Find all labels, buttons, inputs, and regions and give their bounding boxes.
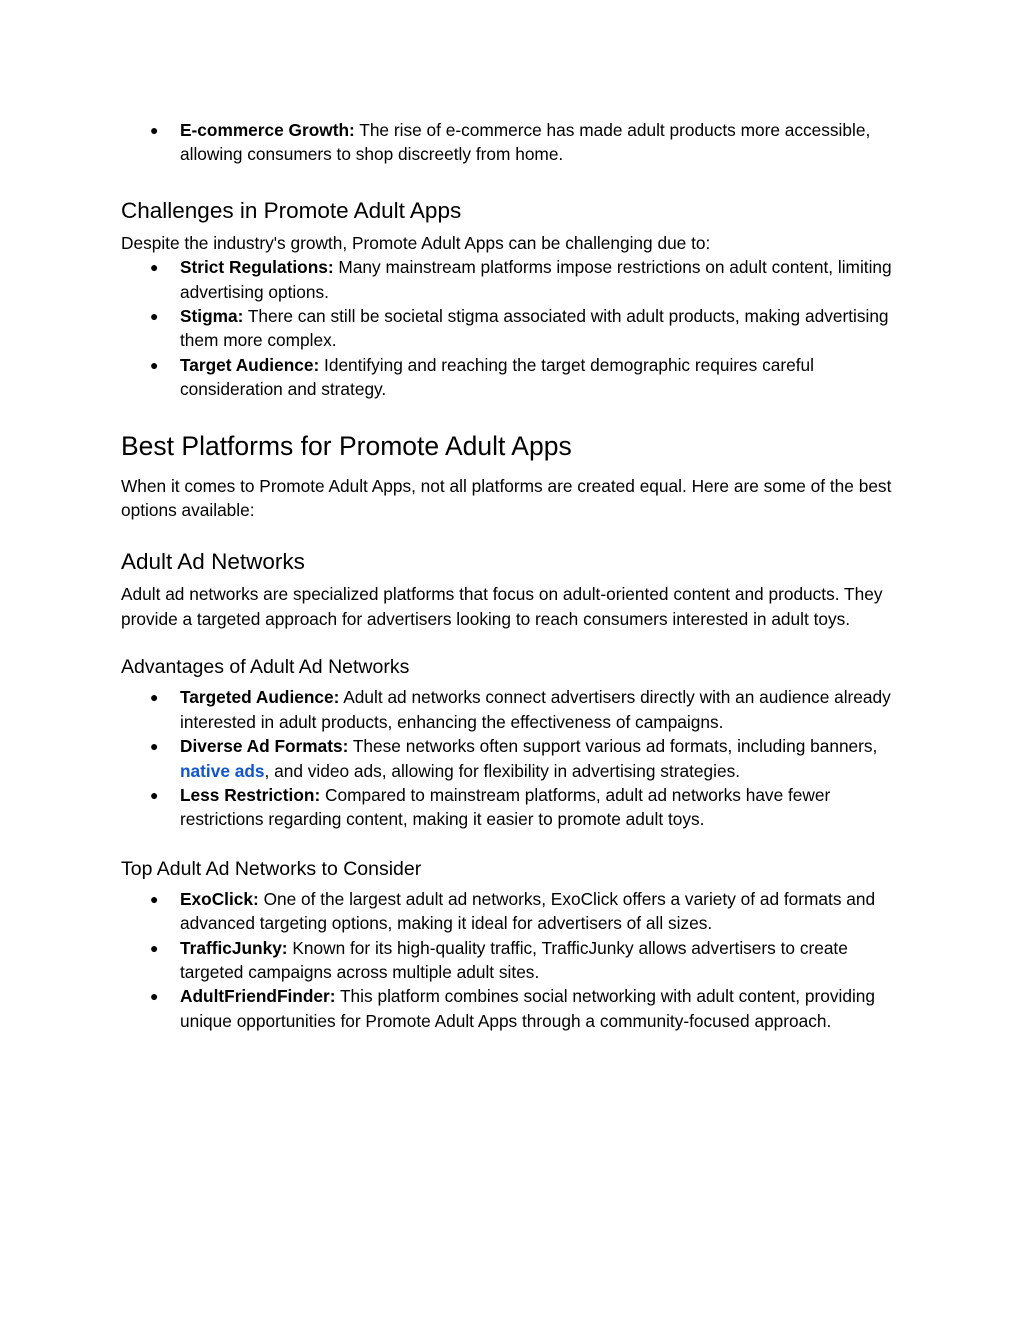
bullet-icon: ● <box>150 356 159 373</box>
list-item <box>121 734 911 783</box>
bullet-icon: ● <box>150 308 159 325</box>
intro-bullet-list <box>121 118 911 167</box>
list-item <box>121 984 911 1033</box>
bullet-icon: ● <box>150 988 159 1005</box>
list-item-text: Many mainstream platforms impose restrictions on adult content, limiting advertising options. <box>180 257 892 302</box>
list-item-text: This platform combines social networking with adult content, providing unique opportunities for Promote Adult Apps through a community-focused approach. <box>180 986 876 1031</box>
list-item-term: ExoClick: <box>180 888 259 909</box>
list-item-term: AdultFriendFinder: <box>180 986 336 1007</box>
list-item-text: There can still be societal stigma associated with adult products, making advertising them more complex. <box>180 306 889 351</box>
native-ads-link[interactable]: native ads <box>180 760 265 781</box>
list-item-text: , and video ads, allowing for flexibility in advertising strategies. <box>264 760 741 781</box>
list-item-text: Adult ad networks connect advertisers directly with an audience already interested in adult products, enhancing the effectiveness of campaigns. <box>180 687 891 732</box>
bullet-icon: ● <box>150 786 159 803</box>
list-item-text: Known for its high-quality traffic, TrafficJunky allows advertisers to create targeted campaigns across multiple adult sites. <box>180 937 848 982</box>
list-item <box>121 685 911 734</box>
challenges-list <box>121 255 911 401</box>
list-item-term: Stigma: <box>180 306 244 327</box>
challenges-intro: Despite the industry's growth, Promote Adult Apps can be challenging due to: <box>121 232 711 253</box>
list-item <box>121 304 911 353</box>
advantages-list <box>121 685 911 831</box>
section-heading-adult-ad-networks: Adult Ad Networks <box>121 549 305 575</box>
list-item-term: Targeted Audience: <box>180 687 340 708</box>
list-item <box>121 783 911 832</box>
section-heading-advantages: Advantages of Adult Ad Networks <box>121 656 410 679</box>
list-item <box>121 887 911 936</box>
section-heading-challenges: Challenges in Promote Adult Apps <box>121 197 462 223</box>
bullet-icon: ● <box>150 738 159 755</box>
adult-ad-networks-intro: Adult ad networks are specialized platforms that focus on adult-oriented content and products. They provide a targeted approach for advertisers looking to reach consumers interested in adult toys. <box>121 584 883 629</box>
list-item-text: One of the largest adult ad networks, ExoClick offers a variety of ad formats and advanced targeting options, making it ideal for advertisers of all sizes. <box>180 888 876 934</box>
list-item-text: The rise of e-commerce has made adult products more accessible, allowing consumers to shop discreetly from home. <box>180 120 871 165</box>
list-item <box>121 118 911 167</box>
section-heading-top-networks: Top Adult Ad Networks to Consider <box>121 857 422 880</box>
bullet-icon: ● <box>150 259 159 276</box>
list-item-term: E-commerce Growth: <box>180 120 355 140</box>
list-item <box>121 255 911 304</box>
bullet-icon: ● <box>150 890 159 907</box>
list-item-text: Compared to mainstream platforms, adult ad networks have fewer restrictions regarding content, making it easier to promote adult toys. <box>180 784 831 830</box>
list-item-text: Identifying and reaching the target demographic requires careful consideration and strategy. <box>180 354 814 400</box>
best-platforms-intro: When it comes to Promote Adult Apps, not all platforms are created equal. Here are some of the best options available: <box>121 475 892 521</box>
list-item-term: Target Audience: <box>180 354 320 375</box>
document-page <box>121 118 911 1033</box>
bullet-icon: ● <box>150 689 159 706</box>
list-item <box>121 353 911 402</box>
list-item-term: Strict Regulations: <box>180 257 334 278</box>
bullet-icon: ● <box>150 122 159 138</box>
bullet-icon: ● <box>150 939 159 956</box>
top-networks-list <box>121 887 911 1033</box>
list-item-term: Diverse Ad Formats: <box>180 736 349 757</box>
section-heading-best-platforms: Best Platforms for Promote Adult Apps <box>121 430 572 461</box>
list-item <box>121 936 911 985</box>
list-item-term: TrafficJunky: <box>180 937 288 958</box>
list-item-term: Less Restriction: <box>180 784 321 805</box>
list-item-text: These networks often support various ad formats, including banners, <box>348 736 878 757</box>
